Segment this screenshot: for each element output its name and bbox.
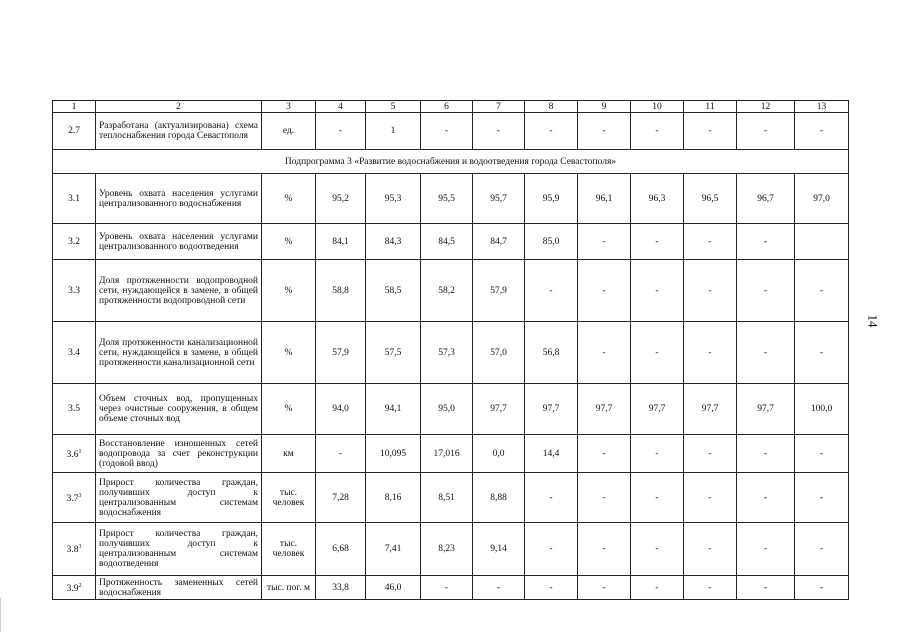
value-cell: - [421, 576, 473, 600]
value-cell: 94,1 [366, 384, 421, 435]
value-cell: 84,1 [316, 224, 366, 260]
value-cell: 6,68 [316, 523, 366, 576]
value-cell: - [631, 473, 684, 523]
header-cell: 13 [795, 101, 849, 113]
value-cell: 56,8 [525, 322, 578, 384]
header-cell: 5 [366, 101, 421, 113]
unit-cell: ед. [262, 113, 316, 150]
value-cell: - [737, 113, 795, 150]
footnote-marker: 3 [78, 492, 82, 499]
value-cell: 95,7 [473, 174, 525, 224]
value-cell: - [795, 473, 849, 523]
header-cell: 2 [96, 101, 262, 113]
value-cell: - [525, 260, 578, 322]
value-cell: - [525, 576, 578, 600]
subprogram-heading-row [53, 150, 849, 174]
value-cell: 9,14 [473, 523, 525, 576]
table-row [53, 174, 849, 224]
row-number [53, 113, 96, 150]
row-number [53, 523, 96, 576]
header-row [53, 101, 849, 113]
value-cell: - [684, 435, 737, 473]
table-row [53, 576, 849, 600]
value-cell: - [316, 113, 366, 150]
table-row [53, 523, 849, 576]
row-number-text: 3.5 [68, 404, 80, 414]
unit-cell: % [262, 322, 316, 384]
value-cell: - [631, 322, 684, 384]
value-cell: 57,9 [316, 322, 366, 384]
unit-cell: % [262, 260, 316, 322]
value-cell: - [684, 322, 737, 384]
value-cell: 85,0 [525, 224, 578, 260]
value-cell: - [578, 523, 631, 576]
header-cell: 9 [578, 101, 631, 113]
indicator-name: Восстановление изношенных сетей водопровода за счет реконструкции (годовой ввод) [96, 435, 262, 473]
header-cell: 12 [737, 101, 795, 113]
header-cell: 10 [631, 101, 684, 113]
value-cell: 7,28 [316, 473, 366, 523]
value-cell: 95,9 [525, 174, 578, 224]
value-cell: 58,5 [366, 260, 421, 322]
unit-cell: % [262, 384, 316, 435]
value-cell: - [795, 435, 849, 473]
table-row [53, 322, 849, 384]
row-number [53, 260, 96, 322]
value-cell: 97,7 [737, 384, 795, 435]
footnote-marker: 2 [78, 582, 82, 589]
value-cell: - [684, 224, 737, 260]
unit-cell: тыс. человек [262, 473, 316, 523]
value-cell: 96,3 [631, 174, 684, 224]
value-cell: - [578, 473, 631, 523]
row-number-text: 3.3 [68, 285, 80, 296]
value-cell: 97,7 [473, 384, 525, 435]
indicator-name: Доля протяженности канализационной сети, нуждающейся в замене, в общей протяженности канализационной сети [96, 322, 262, 384]
indicator-name: Доля протяженности водопроводной сети, нуждающейся в замене, в общей протяженности водопроводной сети [96, 260, 262, 322]
value-cell: 8,16 [366, 473, 421, 523]
value-cell: - [737, 435, 795, 473]
row-number [53, 473, 96, 523]
value-cell: - [795, 260, 849, 322]
value-cell: - [795, 576, 849, 600]
value-cell: 95,5 [421, 174, 473, 224]
footnote-marker: 1 [78, 448, 82, 455]
value-cell: - [578, 576, 631, 600]
footnote-marker: 3 [78, 544, 82, 551]
value-cell: - [684, 473, 737, 523]
value-cell: - [684, 576, 737, 600]
value-cell: 97,7 [578, 384, 631, 435]
value-cell: 1 [366, 113, 421, 150]
value-cell: - [578, 224, 631, 260]
unit-cell: тыс. пог. м [262, 576, 316, 600]
table-row [53, 435, 849, 473]
header-cell: 1 [53, 101, 96, 113]
value-cell: 84,3 [366, 224, 421, 260]
row-number [53, 576, 96, 600]
value-cell: 57,0 [473, 322, 525, 384]
row-number-text: 3.9 [66, 584, 79, 595]
row-number-text: 3.1 [68, 193, 80, 204]
value-cell: - [737, 322, 795, 384]
value-cell: - [684, 523, 737, 576]
value-cell: 97,7 [684, 384, 737, 435]
indicator-name: Уровень охвата населения услугами централизованного водоотведения [96, 224, 262, 260]
value-cell: 95,2 [316, 174, 366, 224]
value-cell: - [631, 224, 684, 260]
value-cell: - [631, 523, 684, 576]
row-number-text: 3.6 [66, 450, 79, 461]
unit-cell: % [262, 174, 316, 224]
value-cell: - [525, 113, 578, 150]
value-cell: 84,7 [473, 224, 525, 260]
row-number [53, 384, 96, 435]
value-cell: 95,0 [421, 384, 473, 435]
value-cell: - [631, 435, 684, 473]
header-cell: 8 [525, 101, 578, 113]
row-number-text: 3.7 [66, 494, 79, 505]
value-cell: 96,7 [737, 174, 795, 224]
subprogram-heading: Подпрограмма 3 «Развитие водоснабжения и водоотведения города Севастополя» [53, 150, 849, 174]
table-row [53, 224, 849, 260]
row-number [53, 435, 96, 473]
value-cell: - [631, 576, 684, 600]
value-cell: 97,0 [795, 174, 849, 224]
value-cell: 58,8 [316, 260, 366, 322]
value-cell: 100,0 [795, 384, 849, 435]
header-cell: 7 [473, 101, 525, 113]
value-cell: - [578, 435, 631, 473]
value-cell: 17,016 [421, 435, 473, 473]
indicator-name: Разработана (актуализирована) схема теплоснабжения города Севастополя [96, 113, 262, 150]
value-cell: - [737, 260, 795, 322]
value-cell: - [737, 523, 795, 576]
table-row [53, 473, 849, 523]
value-cell: 94,0 [316, 384, 366, 435]
row-number-text: 3.2 [68, 236, 80, 247]
value-cell: 96,1 [578, 174, 631, 224]
value-cell: 0,0 [473, 435, 525, 473]
header-cell: 3 [262, 101, 316, 113]
page-number: 14 [865, 314, 881, 328]
unit-cell: % [262, 224, 316, 260]
table-row [53, 113, 849, 150]
header-cell: 6 [421, 101, 473, 113]
value-cell: - [473, 576, 525, 600]
indicator-name: Протяженность замененных сетей водоснабжения [96, 576, 262, 600]
value-cell: 84,5 [421, 224, 473, 260]
value-cell: 33,8 [316, 576, 366, 600]
table-row [53, 260, 849, 322]
value-cell: 8,51 [421, 473, 473, 523]
value-cell: - [525, 523, 578, 576]
value-cell: 97,7 [631, 384, 684, 435]
value-cell: - [578, 322, 631, 384]
value-cell: - [578, 113, 631, 150]
indicators-table [52, 100, 849, 600]
row-number-text: 2.7 [68, 126, 80, 136]
value-cell: - [684, 113, 737, 150]
value-cell: - [795, 113, 849, 150]
value-cell: - [737, 224, 795, 260]
row-number [53, 174, 96, 224]
value-cell: 58,2 [421, 260, 473, 322]
value-cell: - [578, 260, 631, 322]
value-cell: 7,41 [366, 523, 421, 576]
value-cell: 14,4 [525, 435, 578, 473]
table-row [53, 384, 849, 435]
value-cell: 57,9 [473, 260, 525, 322]
value-cell: - [795, 523, 849, 576]
unit-cell: км [262, 435, 316, 473]
value-cell: - [473, 113, 525, 150]
value-cell: - [631, 260, 684, 322]
scan-margin-mark [0, 598, 4, 632]
row-number-text: 3.4 [68, 347, 80, 358]
value-cell: - [631, 113, 684, 150]
value-cell: 97,7 [525, 384, 578, 435]
value-cell [795, 224, 849, 260]
indicator-name: Уровень охвата населения услугами централизованного водоснабжения [96, 174, 262, 224]
value-cell: 57,5 [366, 322, 421, 384]
value-cell: - [316, 435, 366, 473]
header-cell: 11 [684, 101, 737, 113]
value-cell: 10,095 [366, 435, 421, 473]
value-cell: 95,3 [366, 174, 421, 224]
header-cell: 4 [316, 101, 366, 113]
value-cell: - [737, 576, 795, 600]
value-cell: - [421, 113, 473, 150]
value-cell: 96,5 [684, 174, 737, 224]
value-cell: 57,3 [421, 322, 473, 384]
value-cell: - [684, 260, 737, 322]
indicator-name: Прирост количества граждан, получивших доступ к централизованным системам водоотведения [96, 523, 262, 576]
unit-cell: тыс. человек [262, 523, 316, 576]
row-number [53, 224, 96, 260]
row-number-text: 3.8 [66, 545, 79, 556]
value-cell: 8,23 [421, 523, 473, 576]
indicator-name: Объем сточных вод, пропущенных через очистные сооружения, в общем объеме сточных вод [96, 384, 262, 435]
row-number [53, 322, 96, 384]
value-cell: - [795, 322, 849, 384]
value-cell: - [525, 473, 578, 523]
indicator-name: Прирост количества граждан, получивших доступ к централизованным системам водоснабжения [96, 473, 262, 523]
value-cell: 46,0 [366, 576, 421, 600]
value-cell: 8,88 [473, 473, 525, 523]
value-cell: - [737, 473, 795, 523]
